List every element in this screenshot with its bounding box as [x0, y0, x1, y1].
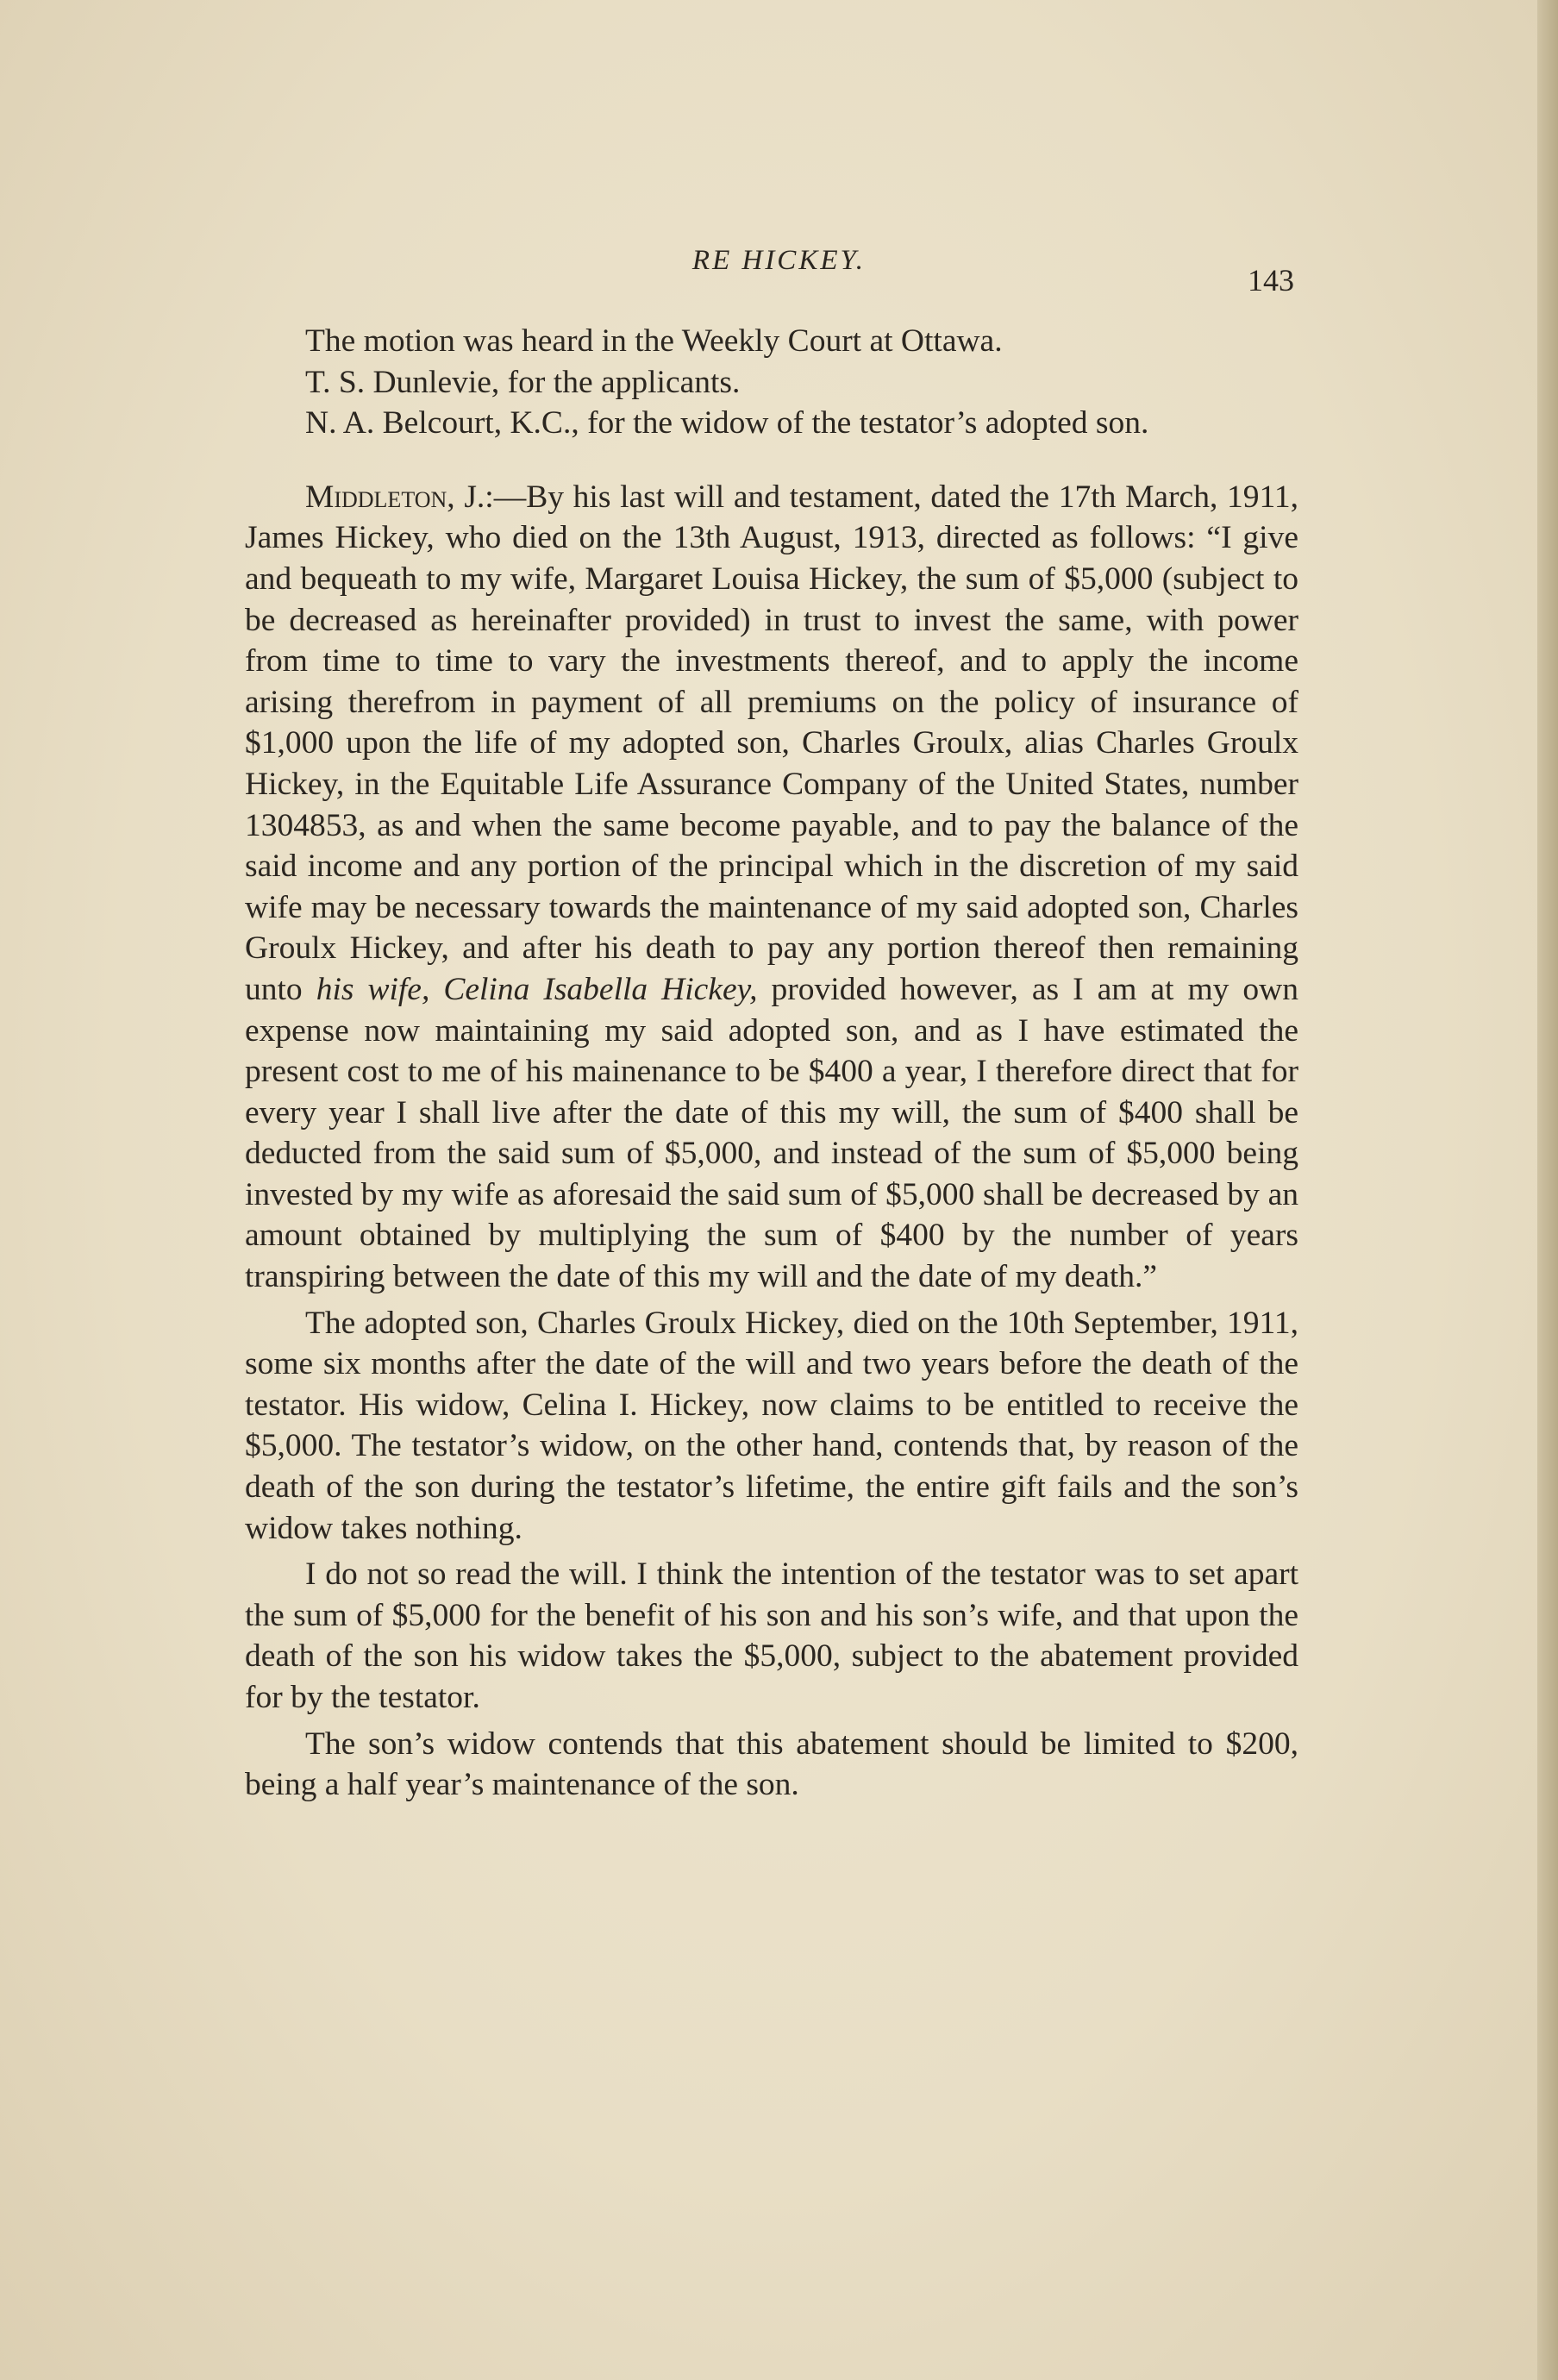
running-head — [0, 245, 1558, 277]
page-edge — [1537, 0, 1558, 2380]
paragraph-abatement: The son’s widow contends that this abatement should be limited to $200, being a half year’s maintenance of the son. — [245, 1726, 1298, 1803]
judgment-italic: his wife, Celina Isabella Hickey, — [316, 971, 758, 1007]
judgment-text-b: provided however, as I am at my own expense now maintaining my said adopted son, and as I have estimated the present cost to me of his mainenance to be $400 a year, I therefore direct that for every year I shall live after the date of this my will, the sum of $400 shall be deducted from the said sum of $5,000, and instead of the sum of $5,000 being invested by my wife as aforesaid the said sum of $5,000 shall be decreased by an amount obtained by multiplying the sum of $400 by the number of years transpiring between the date of this my will and the date of my death.” — [245, 971, 1298, 1295]
paragraph-adopted-son: The adopted son, Charles Groulx Hickey, died on the 10th September, 1911, some six months after the date of the will and two years before the death of the testator. His widow, Celina I. Hickey, now claims to be entitled to receive the $5,000. The testator’s widow, on the other hand, contends that, by reason of the death of the son during the testator’s lifetime, the entire gift fails and the son’s widow takes nothing. — [245, 1305, 1298, 1546]
paragraph-counsel-widow: N. A. Belcourt, K.C., for the widow of the testator’s adopted son. — [305, 405, 1149, 442]
paragraph-reading: I do not so read the will. I think the intention of the testator was to set apart the sum of $5,000 for the benefit of his son and his son’s wife, and that upon the death of the son his widow takes the $5,000, subject to the abatement provided for by the testator. — [245, 1556, 1298, 1715]
paragraph-counsel-applicants: T. S. Dunlevie, for the applicants. — [305, 364, 741, 400]
paragraph-judgment — [245, 477, 1298, 1298]
running-title: RE HICKEY. — [691, 245, 867, 276]
judge-name: Middleton, J. — [305, 479, 485, 515]
judgment-text-a: :—By his last will and testament, dated the 17th March, 1911, James Hickey, who died on the 13th August, 1913, directed as follows: “I give and bequeath to my wife, Margaret Louisa Hickey, the sum of $5,000 (subject to be decreased as hereinafter provided) in trust to invest the same, with power from time to time to vary the investments thereof, and to apply the income arising therefrom in payment of all premiums on the policy of insurance of $1,000 upon the life of my adopted son, Charles Groulx, alias Charles Groulx Hickey, in the Equitable Life Assurance Company of the United States, number 1304853, as and when the same become payable, and to pay the balance of the said income and any portion of the principal which in the discretion of my said wife may be necessary towards the maintenance of my said adopted son, Charles Groulx Hickey, and after his death to pay any portion thereof then remaining unto — [245, 479, 1298, 1007]
page-body — [245, 321, 1298, 1806]
page-number: 143 — [1248, 263, 1294, 298]
paragraph-motion: The motion was heard in the Weekly Court at Ottawa. — [305, 323, 1003, 359]
